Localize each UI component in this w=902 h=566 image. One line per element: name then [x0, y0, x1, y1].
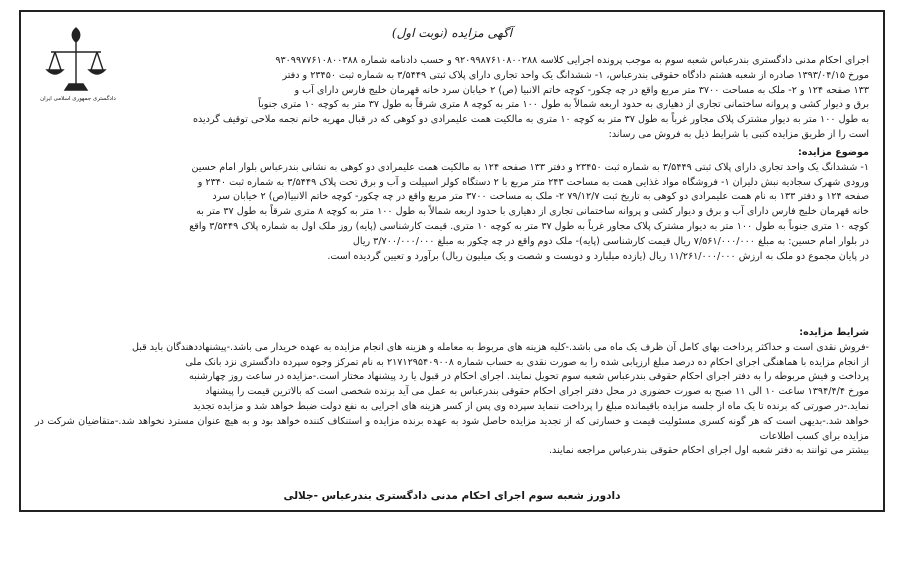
- subject-section: [35, 146, 869, 264]
- subject-line: خانه قهرمان خلیج فارس دارای آب و برق و دیوار کشی و پروانه ساختمانی تجاری از دهیاری با حدود اربعه شمالاً به طول ۱۰۰ متر به کوچه ۸ متری شرقاً به طول ۳۷ متر به: [196, 206, 869, 218]
- conditions-heading: شرایط مزایده:: [799, 327, 869, 338]
- notice-title: آگهی مزایده (نوبت اول): [391, 26, 513, 40]
- subject-line: در بلوار امام حسین: به مبلغ ۷/۵۶۱/۰۰۰/۰۰۰ ریال قیمت کارشناسی (پایه)- ملک دوم واقع در چه چکور به مبلغ ۳/۷۰۰/۰۰۰/۰۰۰ ریال: [352, 235, 869, 247]
- conditions-line: از انجام مزایده با هماهنگی اجرای احکام ده درصد مبلغ ارزیابی شده را به صورت نقدی به حساب شماره ۲۱۷۱۲۹۵۴۰۹۰۰۸ به نام تمرکز وجوه سپرده دادگستری نزد بانک ملی: [185, 356, 869, 368]
- intro-line: ۱۳۳ صفحه ۱۲۴ و ۲- ملک به مساحت ۳۷۰۰ متر مربع واقع در چه چکور- کوچه خاتم الانبیا (ص) ۲ خیابان سرد خانه قهرمان خلیج فارس دارای آب و: [294, 84, 869, 96]
- conditions-line: پرداخت و فیش مربوطه را به دفتر اجرای احکام حقوقی بندرعباس شعبه سوم تحویل نمایند. اجرای احکام در قبول یا رد پیشنهاد مختار است.-مزایده در ساعت روز چهارشنبه: [188, 371, 869, 383]
- subject-line: ۱- ششدانگ یک واحد تجاری دارای پلاک ثبتی ۳/۵۴۴۹ به شماره ثبت ۲۳۴۵۰ و دفتر ۱۳۳ صفحه ۱۲۴ به مالکیت همت علیمرادی دو کوهی به نشانی بندرعباس بلوار امام حسین: [191, 161, 869, 173]
- intro-line: اجرای احکام مدنی دادگستری بندرعباس شعبه سوم به موجب پرونده اجرایی کلاسه ۹۲۰۹۹۸۷۶۱۰۸۰۰۲۸۸ و حسب دادنامه شماره ۹۳۰۹۹۷۷۶۱۰۸۰۰۳۸۸: [275, 55, 869, 66]
- intro-line: برق و دیوار کشی و پروانه ساختمانی تجاری از دهیاری به حدود اربعه شمالاً به طول ۱۰۰ متر به کوچه ۸ متری شرقاً به طول ۳۷ متر به کوچه ۱۰ متری جنوباً: [258, 99, 869, 111]
- intro-line: به طول ۱۰۰ متر به دیوار مشترک پلاک مجاور غرباً به طول ۳۷ متر به کوچه ۱۰ متری به مالکیت همت علیمرادی دو کوهی که در قبال مهریه خانم نجمه ملاحی توقیف گردیده: [192, 114, 869, 126]
- conditions-line: خواهد شد.-بدیهی است که هر گونه کسری مسئولیت قیمت و خسارتی که از تجدید مزایده حاصل شود به عهده برنده مزایده و استنکاف کننده خواهد بود و به هیچ عنوان مسترد نخواهد شد.-متقاضیان شرکت در مزایده برای کسب اطلاعات: [35, 415, 869, 442]
- signature: دادورز شعبه سوم اجرای احکام مدنی دادگستری بندرعباس -جلالی: [283, 490, 621, 502]
- conditions-line: مورخ ۱۳۹۴/۴/۴ ساعت ۱۰ الی ۱۱ صبح به صورت حضوری در محل دفتر اجرای احکام حقوقی بندرعباس به عمل می آید برنده شخصی است که بالاترین قیمت را پیشنهاد: [205, 386, 869, 398]
- subject-line: صفحه ۱۲۴ و دفتر ۱۳۳ به نام همت علیمرادی دو کوهی به تاریخ ثبت ۷۹/۱۲/۷ ۲- ملک به مساحت ۳۷۰۰ متر مربع واقع در چه چکور- کوچه خاتم الانبیا(ص) ۲ خیابان سرد: [212, 191, 869, 203]
- conditions-line: نماید.-در صورتی که برنده تا یک ماه از جلسه مزایده باقیمانده مبلغ را پرداخت ننماید سپرده وی پس از کسر هزینه های اجرایی به نفع دولت ضبط خواهد شد و مزایده تجدید: [192, 400, 869, 412]
- subject-line: کوچه ۱۰ متری جنوباً به طول ۱۰۰ متر به دیوار مشترک پلاک مجاور غرباً به طول ۳۷ متر به کوچه ۱۰ متری. قیمت کارشناسی (پایه) روز ملک اول به شماره پلاک ۳/۵۴۴۹ واقع: [189, 220, 869, 232]
- subject-line: در پایان مجموع دو ملک به ارزش ۱۱/۲۶۱/۰۰۰/۰۰۰ ریال (یازده میلیارد و دویست و شصت و یک میلیون ریال) برآورد و تعیین گردیده است.: [327, 250, 869, 262]
- emblem-caption: دادگستری جمهوری اسلامی ایران: [40, 96, 116, 102]
- intro-line: مورخ ۱۳۹۳/۰۴/۱۵ صادره از شعبه هشتم دادگاه حقوقی بندرعباس، ۱- ششدانگ یک واحد تجاری دارای پلاک ثبتی ۳/۵۴۴۹ به شماره ثبت ۲۳۴۵۰ و دفتر: [282, 69, 869, 81]
- judiciary-emblem-icon: [41, 22, 111, 97]
- subject-heading: موضوع مزایده:: [798, 147, 869, 158]
- notice-frame: [19, 10, 885, 512]
- intro-paragraph: [133, 54, 869, 143]
- subject-line: ورودی شهرک سجادیه نبش دلیران ۱- فروشگاه مواد غذایی همت به مساحت ۲۴۳ متر مربع با ۲ دستگاه کولر اسپیلت و آب و برق تحت پلاک ۳/۵۴۴۹ به شماره ثبت ۲۳۴۰ و: [197, 176, 869, 188]
- conditions-section: [35, 326, 869, 459]
- conditions-line: -فروش نقدی است و حداکثر پرداخت بهای کامل آن ظرف یک ماه می باشد.-کلیه هزینه های مربوط به معامله و هزینه های انجام مزایده به عهده خریدار می باشد.-پیشنهاددهندگان باید قبل: [132, 341, 869, 353]
- conditions-line: بیشتر می توانند به دفتر شعبه اول اجرای احکام حقوقی بندرعباس مراجعه نمایند.: [549, 445, 869, 457]
- intro-line: است را از طریق مزایده کتبی با شرایط ذیل به فروش می رساند:: [608, 128, 869, 140]
